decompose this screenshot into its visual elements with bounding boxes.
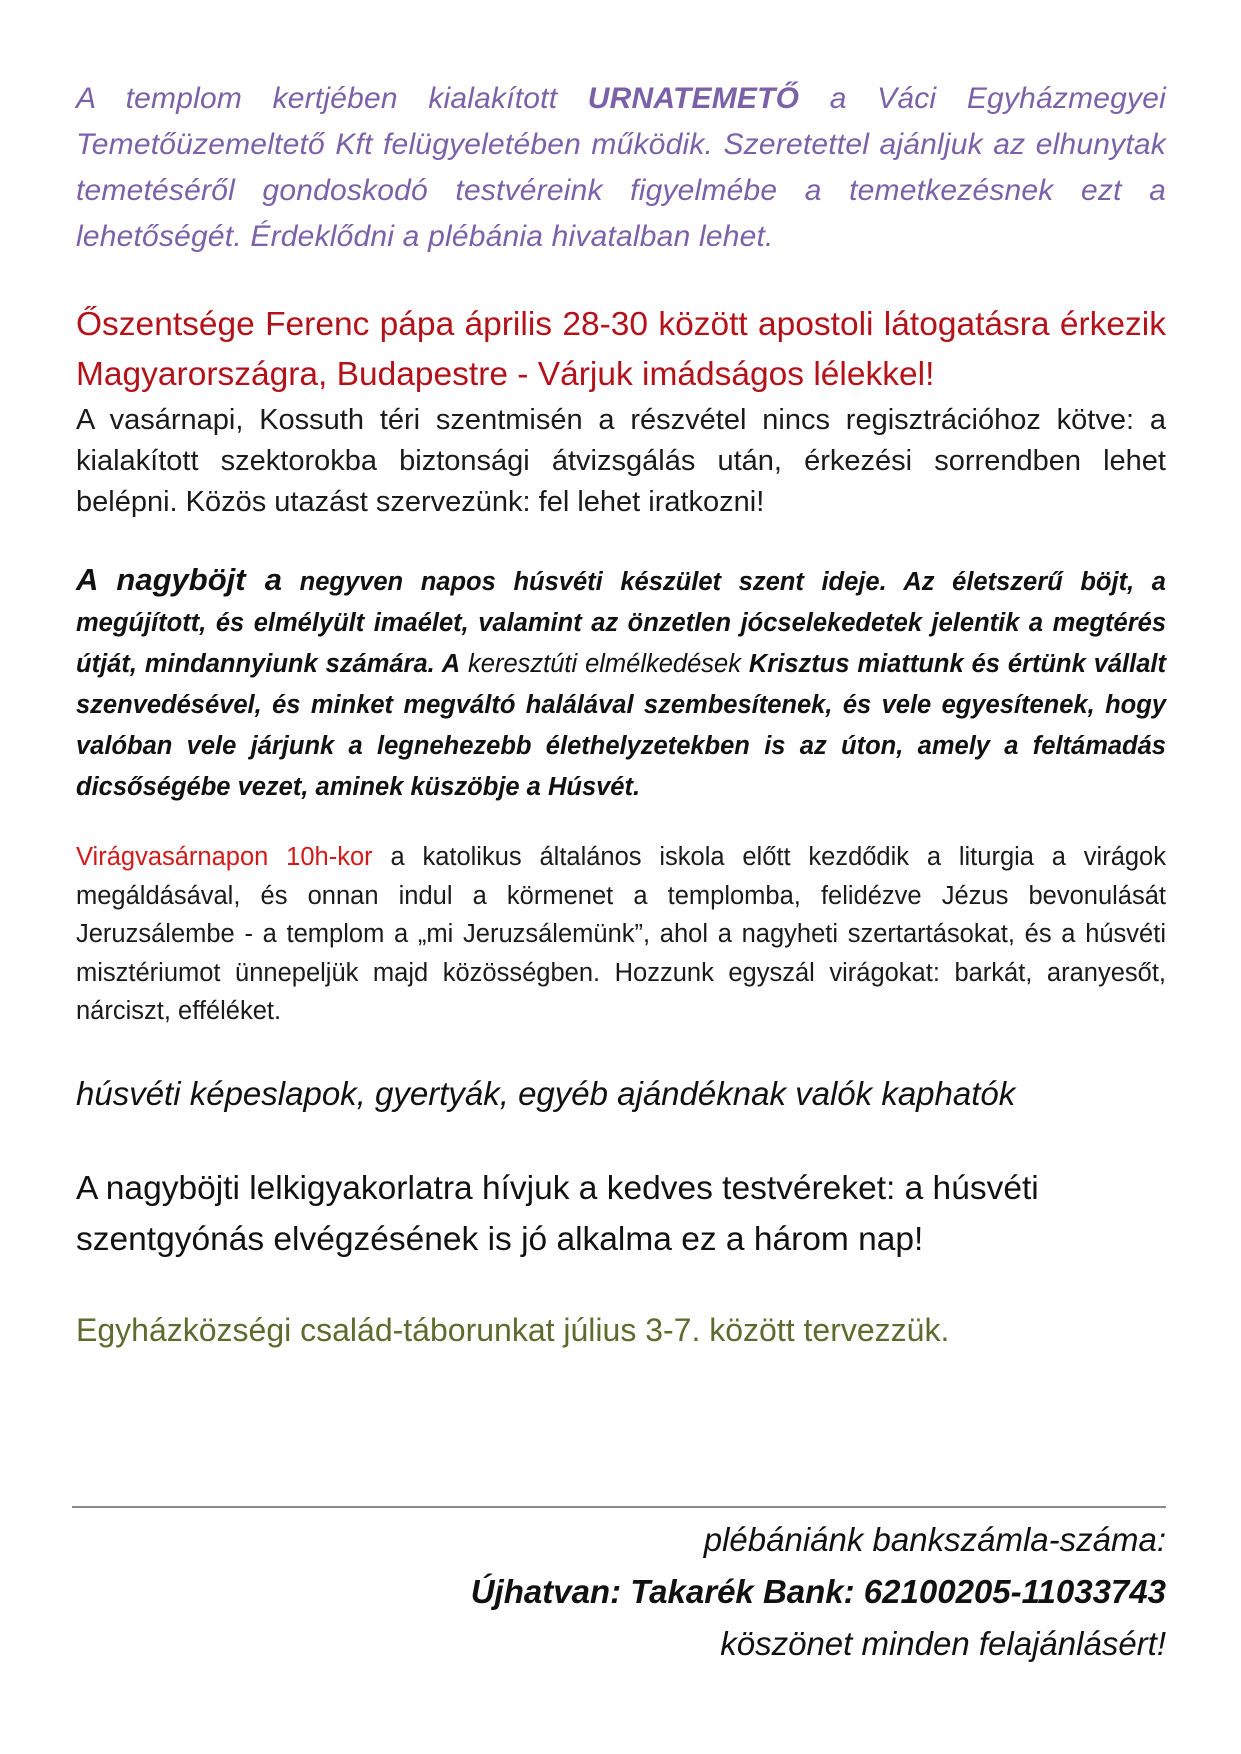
lent-text-2: keresztúti elmélkedések (460, 650, 749, 678)
urn-cemetery-notice (76, 76, 1166, 260)
easter-gifts-notice: húsvéti képeslapok, gyertyák, egyéb ajándéknak valók kaphatók (76, 1074, 1016, 1112)
palm-sunday-paragraph (76, 838, 1166, 1031)
urn-highlight: URNATEMETŐ (587, 82, 800, 115)
lent-text-1: negyven napos húsvéti készület szent ideje. Az életszerű böjt, a megújított, és elmélyült imaélet, valamint az önzetlen jócselekedetek jelentik a megtérés útját, mindannyiunk számára. A (76, 568, 1166, 678)
urn-text-post: a Váci Egyházmegyei Temetőüzemeltető Kft felügyeletében működik. Szeretettel ajánljuk az elhunytak temetéséről gondoskodó testvéreink figyelmébe a temetkezésnek ezt a lehetőségét. Érdeklődni a plébánia hivatalban lehet. (76, 82, 1166, 253)
palm-sunday-time: Virágvasárnapon 10h-kor (76, 843, 373, 871)
bank-account-label: plébániánk bankszámla-száma: (703, 1521, 1166, 1558)
urn-text-pre: A templom kertjében kialakított (76, 82, 588, 115)
bank-thanks: köszönet minden felajánlásért! (720, 1625, 1166, 1662)
lent-retreat-notice: A nagyböjti lelkigyakorlatra hívjuk a kedves testvéreket: a húsvéti szentgyónás elvégzésének is jó alkalma ez a három nap! (76, 1169, 1039, 1258)
lent-paragraph (76, 559, 1166, 808)
bank-account-block (471, 1514, 1166, 1670)
palm-sunday-text: a katolikus általános iskola előtt kezdődik a liturgia a virágok megáldásával, és onnan indul a körmenet a templomba, felidézve Jézus bevonulását Jeruzsálembe - a templom a „mi Jeruzsálemünk”, ahol a nagyheti szertartásokat, és a húsvéti misztériumot ünnepeljük majd közösségben. Hozzunk egyszál virágokat: barkát, aranyesőt, nárciszt, efféléket. (76, 843, 1166, 1025)
parish-bulletin-page (76, 76, 1166, 1353)
pope-visit-details: A vasárnapi, Kossuth téri szentmisén a részvétel nincs regisztrációhoz kötve: a kialakított szektorokba biztonsági átvizsgálás után, érkezési sorrendben lehet belépni. Közös utazást szervezünk: fel lehet iratkozni! (76, 404, 1166, 518)
pope-visit-headline: Őszentsége Ferenc pápa április 28-30 között apostoli látogatásra érkezik Magyarországra, Budapestre - Várjuk imádságos lélekkel! (76, 306, 1166, 393)
divider (72, 1506, 1166, 1508)
family-camp-notice: Egyházközségi család-táborunkat július 3-7. között tervezzük. (76, 1311, 950, 1348)
bank-account-number: Újhatvan: Takarék Bank: 62100205-11033743 (470, 1573, 1166, 1610)
lent-text-3: Krisztus miattunk és értünk vállalt szenvedésével, és minket megváltó halálával szembesítenek, és vele egyesítenek, hogy valóban vele járjunk a legnehezebb élethelyzetekben is az úton, amely a feltámadás dicsőségébe vezet, aminek küszöbje a Húsvét. (76, 650, 1166, 801)
lent-lead: A nagyböjt a (76, 562, 282, 597)
